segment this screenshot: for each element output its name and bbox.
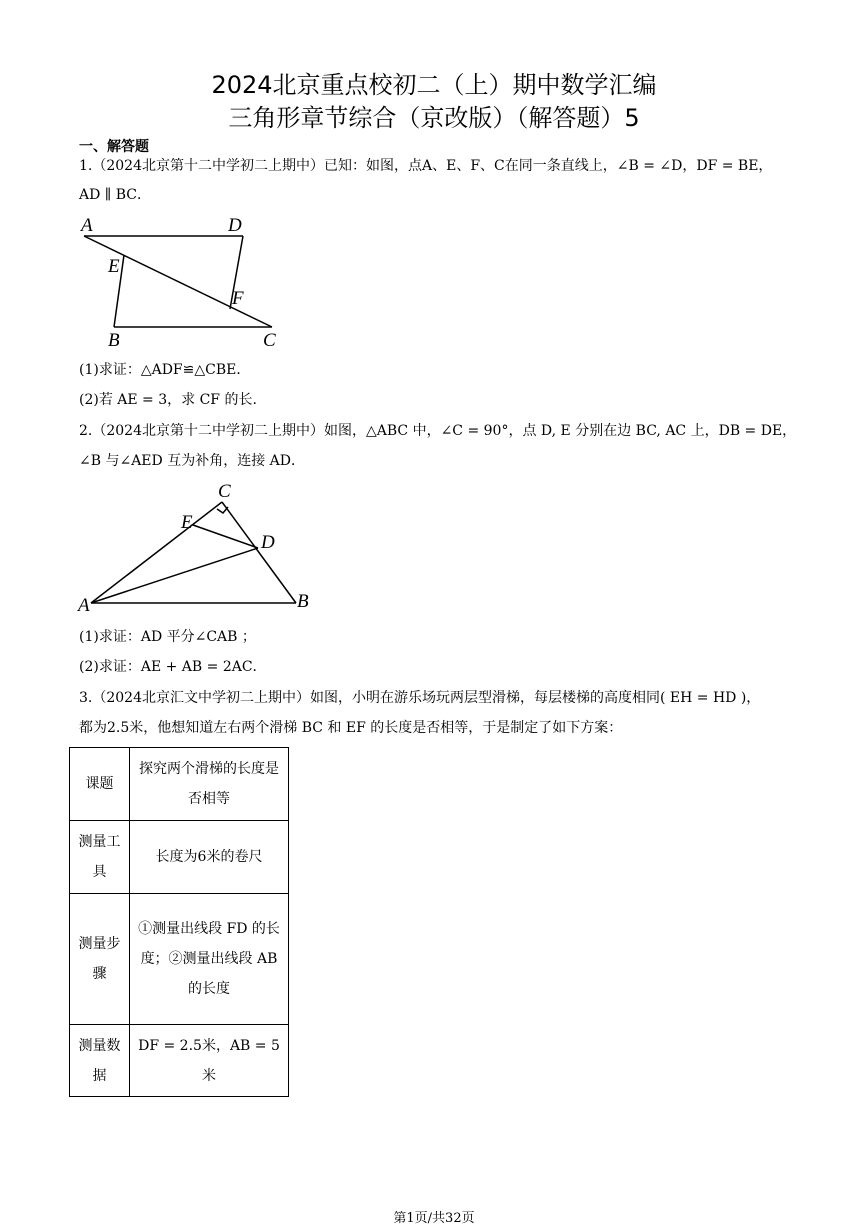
segment-AC bbox=[91, 502, 222, 603]
label-F: F bbox=[232, 288, 244, 309]
problem1-figure bbox=[75, 210, 290, 355]
table-row bbox=[70, 821, 289, 894]
problem2-statement-line2: ∠B 与∠AED 互为补角，连接 AD． bbox=[79, 453, 305, 469]
label-D: D bbox=[261, 532, 275, 553]
row-label: 测量步骤 bbox=[70, 894, 130, 1025]
row-content: 长度为6米的卷尺 bbox=[130, 821, 289, 894]
row-label: 测量数据 bbox=[70, 1025, 130, 1097]
segment-AC bbox=[84, 236, 272, 327]
label-A: A bbox=[78, 595, 90, 616]
segment-ED bbox=[193, 525, 258, 548]
row-content: DF = 2.5米，AB = 5米 bbox=[130, 1025, 289, 1097]
row-content: 探究两个滑梯的长度是否相等 bbox=[130, 748, 289, 821]
document-title-line2: 三角形章节综合（京改版）（解答题）5 bbox=[228, 104, 640, 132]
table-row bbox=[70, 748, 289, 821]
row-content: ①测量出线段 FD 的长度；②测量出线段 AB 的长度 bbox=[130, 894, 289, 1025]
row-label: 课题 bbox=[70, 748, 130, 821]
problem2-part2: (2)求证：AE + AB = 2AC． bbox=[79, 659, 267, 675]
label-E: E bbox=[108, 256, 120, 277]
problem2-statement-line1: 2.（2024北京第十二中学初二上期中）如图，△ABC 中，∠C = 90°，点 D, E 分别在边 BC, AC 上，DB = DE， bbox=[79, 423, 797, 439]
measurement-plan-table bbox=[69, 747, 289, 1097]
table-row bbox=[70, 894, 289, 1025]
right-angle-mark bbox=[217, 507, 228, 513]
label-B: B bbox=[108, 330, 120, 351]
label-C: C bbox=[218, 481, 231, 502]
problem3-statement-line1: 3.（2024北京汇文中学初二上期中）如图，小明在游乐场玩两层型滑梯，每层楼梯的高度相同( EH = HD )， bbox=[79, 690, 761, 706]
problem2-part1: (1)求证：AD 平分∠CAB ； bbox=[79, 629, 256, 645]
row-label: 测量工具 bbox=[70, 821, 130, 894]
label-B: B bbox=[297, 591, 309, 612]
label-D: D bbox=[228, 215, 242, 236]
label-A: A bbox=[81, 215, 93, 236]
problem3-statement-line2: 都为2.5米，他想知道左右两个滑梯 BC 和 EF 的长度是否相等，于是制定了如下方案： bbox=[79, 720, 623, 736]
problem1-statement-line1: 1.（2024北京第十二中学初二上期中）已知：如图，点A、E、F、C在同一条直线上，∠B = ∠D，DF = BE， bbox=[79, 158, 773, 174]
page-footer: 第1页/共32页 bbox=[393, 1211, 475, 1226]
section-heading: 一、解答题 bbox=[79, 139, 149, 155]
problem1-statement-line2: AD ∥ BC． bbox=[79, 187, 151, 203]
label-C: C bbox=[263, 330, 276, 351]
problem1-part1: (1)求证：△ADF≌△CBE． bbox=[79, 362, 251, 378]
problem1-part2: (2)若 AE = 3，求 CF 的长. bbox=[79, 392, 257, 408]
label-E: E bbox=[181, 512, 193, 533]
table-row bbox=[70, 1025, 289, 1097]
problem2-figure bbox=[75, 478, 320, 618]
segment-CB bbox=[222, 502, 296, 603]
document-title-line1: 2024北京重点校初二（上）期中数学汇编 bbox=[211, 71, 657, 99]
segment-AD bbox=[91, 548, 258, 603]
